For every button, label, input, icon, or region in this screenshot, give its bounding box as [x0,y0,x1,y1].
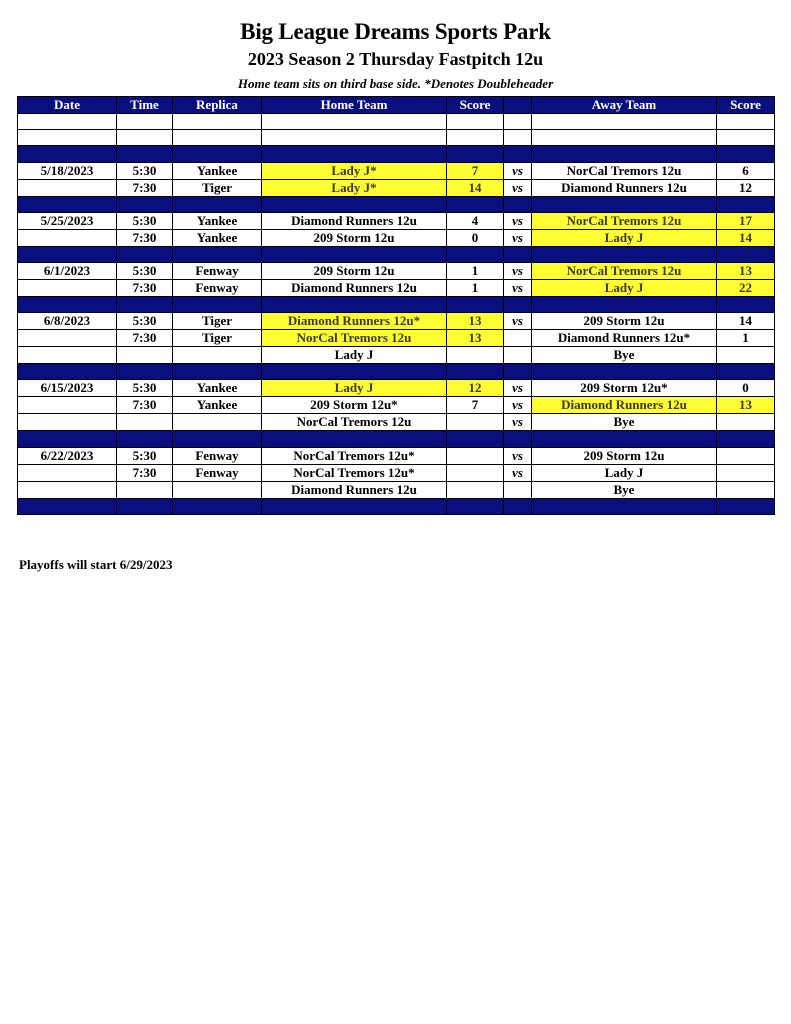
empty-cell [18,296,117,312]
empty-cell [18,196,117,212]
empty-cell [717,196,775,212]
replica-cell: Yankee [173,380,262,397]
page-title: Big League Dreams Sports Park [240,19,551,44]
empty-cell [447,196,504,212]
home-score-cell: 1 [447,262,504,279]
replica-cell: Fenway [173,464,262,481]
empty-cell [447,146,504,162]
game-row [18,481,775,498]
game-row [18,179,775,196]
time-cell [117,347,173,364]
vs-cell: vs [504,179,532,196]
empty-cell [262,431,447,447]
vs-cell: vs [504,279,532,296]
empty-cell [117,498,173,514]
empty-cell [532,146,717,162]
empty-cell [173,364,262,380]
empty-cell [447,364,504,380]
away-score-cell: 14 [717,229,775,246]
empty-cell [173,246,262,262]
time-cell: 5:30 [117,262,173,279]
date-cell [18,229,117,246]
home-team-cell: Diamond Runners 12u [262,279,447,296]
empty-cell [504,196,532,212]
replica-cell: Fenway [173,279,262,296]
empty-cell [173,114,262,130]
away-score-cell [717,481,775,498]
away-team-cell: 209 Storm 12u* [532,380,717,397]
away-team-cell: Bye [532,347,717,364]
time-cell [117,481,173,498]
home-score-cell [447,464,504,481]
home-team-cell: Lady J [262,347,447,364]
home-score-cell: 7 [447,397,504,414]
empty-cell [532,246,717,262]
home-score-cell: 4 [447,212,504,229]
game-row [18,279,775,296]
home-score-cell: 7 [447,162,504,179]
date-cell [18,414,117,431]
game-row [18,229,775,246]
empty-cell [504,146,532,162]
empty-cell [262,296,447,312]
empty-cell [504,130,532,146]
replica-cell [173,347,262,364]
away-score-cell: 13 [717,397,775,414]
away-score-cell: 22 [717,279,775,296]
home-team-cell: 209 Storm 12u [262,262,447,279]
game-row [18,464,775,481]
away-team-cell: 209 Storm 12u [532,447,717,464]
vs-cell: vs [504,414,532,431]
col-header-away-score: Score [717,97,775,114]
week-separator-band [18,364,775,380]
home-team-cell: Diamond Runners 12u [262,481,447,498]
away-score-cell: 0 [717,380,775,397]
empty-cell [173,146,262,162]
empty-cell [262,196,447,212]
home-score-cell: 14 [447,179,504,196]
away-team-cell: NorCal Tremors 12u [532,162,717,179]
empty-cell [447,296,504,312]
empty-cell [262,146,447,162]
col-header-home-team: Home Team [262,97,447,114]
empty-cell [117,364,173,380]
empty-cell [717,431,775,447]
empty-cell [717,246,775,262]
empty-cell [117,431,173,447]
date-cell [18,347,117,364]
empty-cell [117,246,173,262]
empty-cell [117,196,173,212]
home-team-cell: Diamond Runners 12u [262,212,447,229]
home-score-cell [447,347,504,364]
vs-cell [504,481,532,498]
empty-cell [18,146,117,162]
replica-cell: Tiger [173,179,262,196]
home-team-cell: NorCal Tremors 12u [262,414,447,431]
empty-cell [173,498,262,514]
empty-cell [262,114,447,130]
playoffs-note: Playoffs will start 6/29/2023 [19,557,173,572]
empty-cell [504,114,532,130]
blank-row [18,114,775,130]
away-score-cell: 14 [717,313,775,330]
replica-cell [173,414,262,431]
empty-cell [717,146,775,162]
home-score-cell: 13 [447,330,504,347]
date-cell: 6/1/2023 [18,262,117,279]
away-score-cell: 6 [717,162,775,179]
table-header-row [18,97,775,114]
empty-cell [117,146,173,162]
away-score-cell [717,447,775,464]
home-team-cell: Lady J* [262,179,447,196]
vs-cell: vs [504,262,532,279]
empty-cell [447,498,504,514]
home-score-cell: 13 [447,313,504,330]
home-team-cell: 209 Storm 12u [262,229,447,246]
home-team-cell: NorCal Tremors 12u* [262,464,447,481]
date-cell: 6/15/2023 [18,380,117,397]
replica-cell: Tiger [173,313,262,330]
date-cell [18,279,117,296]
empty-cell [532,498,717,514]
game-row [18,397,775,414]
empty-cell [504,498,532,514]
empty-cell [18,498,117,514]
empty-cell [173,296,262,312]
replica-cell: Yankee [173,162,262,179]
date-cell: 6/8/2023 [18,313,117,330]
game-row [18,262,775,279]
away-team-cell: Bye [532,481,717,498]
date-cell [18,397,117,414]
away-score-cell: 13 [717,262,775,279]
empty-cell [532,130,717,146]
empty-cell [717,364,775,380]
empty-cell [262,498,447,514]
empty-cell [504,431,532,447]
page-subtitle: 2023 Season 2 Thursday Fastpitch 12u [247,49,544,69]
time-cell: 7:30 [117,229,173,246]
time-cell: 7:30 [117,397,173,414]
away-team-cell: Bye [532,414,717,431]
time-cell: 5:30 [117,380,173,397]
vs-cell: vs [504,397,532,414]
game-row [18,212,775,229]
date-cell [18,481,117,498]
game-row [18,313,775,330]
date-cell [18,179,117,196]
col-header-replica: Replica [173,97,262,114]
vs-cell [504,347,532,364]
time-cell: 7:30 [117,464,173,481]
schedule-body [18,114,775,515]
week-separator-band [18,498,775,514]
replica-cell: Yankee [173,212,262,229]
schedule-table [17,96,775,515]
time-cell: 7:30 [117,179,173,196]
home-team-cell: Lady J* [262,162,447,179]
time-cell [117,414,173,431]
away-team-cell: NorCal Tremors 12u [532,262,717,279]
vs-cell: vs [504,447,532,464]
date-cell: 6/22/2023 [18,447,117,464]
empty-cell [262,246,447,262]
home-score-cell: 12 [447,380,504,397]
home-team-cell: NorCal Tremors 12u [262,330,447,347]
home-team-cell: Lady J [262,380,447,397]
blank-row [18,130,775,146]
week-separator-band [18,246,775,262]
away-team-cell: Lady J [532,279,717,296]
away-score-cell [717,414,775,431]
empty-cell [447,431,504,447]
game-row [18,380,775,397]
time-cell: 5:30 [117,313,173,330]
empty-cell [532,431,717,447]
time-cell: 7:30 [117,279,173,296]
empty-cell [532,114,717,130]
vs-cell: vs [504,380,532,397]
empty-cell [18,130,117,146]
vs-cell: vs [504,162,532,179]
empty-cell [717,296,775,312]
vs-cell: vs [504,229,532,246]
empty-cell [717,498,775,514]
empty-cell [18,431,117,447]
away-team-cell: Lady J [532,464,717,481]
away-score-cell: 17 [717,212,775,229]
week-separator-band [18,431,775,447]
vs-cell: vs [504,313,532,330]
col-header-date: Date [18,97,117,114]
week-separator-band [18,296,775,312]
date-cell: 5/25/2023 [18,212,117,229]
empty-cell [532,364,717,380]
date-cell: 5/18/2023 [18,162,117,179]
home-score-cell [447,447,504,464]
col-header-away-team: Away Team [532,97,717,114]
away-team-cell: Diamond Runners 12u [532,179,717,196]
vs-cell [504,330,532,347]
replica-cell: Fenway [173,447,262,464]
home-score-cell [447,481,504,498]
game-row [18,414,775,431]
replica-cell [173,481,262,498]
empty-cell [262,130,447,146]
col-header-home-score: Score [447,97,504,114]
replica-cell: Yankee [173,397,262,414]
col-header-time: Time [117,97,173,114]
date-cell [18,330,117,347]
empty-cell [18,364,117,380]
time-cell: 5:30 [117,162,173,179]
away-team-cell: Diamond Runners 12u [532,397,717,414]
away-score-cell [717,464,775,481]
week-separator-band [18,196,775,212]
away-score-cell [717,347,775,364]
empty-cell [262,364,447,380]
home-score-cell: 1 [447,279,504,296]
empty-cell [717,130,775,146]
game-row [18,330,775,347]
empty-cell [447,246,504,262]
empty-cell [447,114,504,130]
empty-cell [504,364,532,380]
empty-cell [447,130,504,146]
empty-cell [117,114,173,130]
game-row [18,447,775,464]
empty-cell [18,114,117,130]
vs-cell: vs [504,464,532,481]
empty-cell [173,130,262,146]
date-cell [18,464,117,481]
away-team-cell: NorCal Tremors 12u [532,212,717,229]
empty-cell [504,246,532,262]
empty-cell [717,114,775,130]
away-team-cell: Diamond Runners 12u* [532,330,717,347]
away-score-cell: 12 [717,179,775,196]
col-header-vs [504,97,532,114]
empty-cell [532,196,717,212]
empty-cell [173,431,262,447]
empty-cell [504,296,532,312]
header-note: Home team sits on third base side. *Denotes Doubleheader [237,76,554,91]
game-row [18,347,775,364]
empty-cell [117,130,173,146]
away-team-cell: 209 Storm 12u [532,313,717,330]
time-cell: 5:30 [117,447,173,464]
home-score-cell [447,414,504,431]
empty-cell [173,196,262,212]
empty-cell [117,296,173,312]
home-team-cell: NorCal Tremors 12u* [262,447,447,464]
game-row [18,162,775,179]
replica-cell: Tiger [173,330,262,347]
empty-cell [532,296,717,312]
home-team-cell: Diamond Runners 12u* [262,313,447,330]
time-cell: 7:30 [117,330,173,347]
home-team-cell: 209 Storm 12u* [262,397,447,414]
away-team-cell: Lady J [532,229,717,246]
time-cell: 5:30 [117,212,173,229]
empty-cell [18,246,117,262]
replica-cell: Fenway [173,262,262,279]
week-separator-band [18,146,775,162]
home-score-cell: 0 [447,229,504,246]
away-score-cell: 1 [717,330,775,347]
replica-cell: Yankee [173,229,262,246]
vs-cell: vs [504,212,532,229]
